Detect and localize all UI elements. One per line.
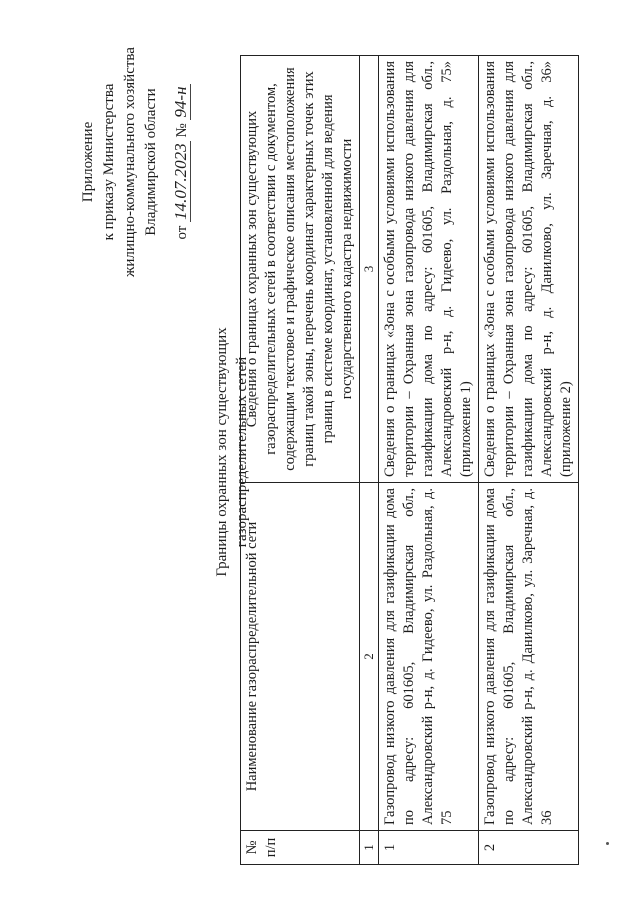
header-num: № п/п	[241, 831, 360, 865]
table-row	[479, 56, 579, 865]
handwritten-number: 94-н	[171, 86, 190, 118]
number-prefix: №	[174, 123, 190, 138]
column-number: 2	[360, 483, 379, 831]
header-name: Наименование газораспределительной сети	[241, 483, 360, 831]
title-line-1: Границы охранных зон существующих	[214, 327, 230, 577]
header-info: Сведения о границах охранных зон существующих газораспределительных сетей в соответствии с документом, содержащим текстовое и графическое описания местоположения границ такой зоны, перечень координат характерных точек этих границ в системе координат, установленной для ведения государственного кадастра недвижимости	[241, 56, 360, 483]
row-name: Газопровод низкого давления для газификации дома по адресу: 601605, Владимирская обл., Александровский р-н, д. Гидеево, ул. Раздольная, д. 75	[379, 483, 479, 831]
handwritten-date: 14.07.2023	[171, 143, 190, 220]
appendix-order-ref: к приказу Министерства	[101, 83, 117, 241]
scan-speck	[606, 842, 609, 845]
appendix-region: Владимирской области	[143, 88, 159, 236]
column-number: 1	[360, 831, 379, 865]
table-row	[379, 56, 479, 865]
row-num: 2	[479, 831, 579, 865]
column-number-row	[360, 56, 379, 865]
row-info: Сведения о границах «Зона с особыми условиями использования территории – Охранная зона газопровода низкого давления для газификации дома по адресу: 601605, Владимирская обл., Александровский р-н, д. Гидеево, ул. Раздольная, д. 75» (приложение 1)	[379, 56, 479, 483]
appendix-label: Приложение	[80, 121, 96, 203]
row-name: Газопровод низкого давления для газификации дома по адресу: 601605, Владимирская обл., Александровский р-н, д. Данилково, ул. Заречная, д. 36	[479, 483, 579, 831]
table-header-row	[241, 56, 360, 865]
date-prefix: от	[174, 225, 190, 240]
appendix-block	[78, 37, 193, 287]
row-info: Сведения о границах «Зона с особыми условиями использования территории – Охранная зона газопровода низкого давления для газификации дома по адресу: 601605, Владимирская обл., Александровский р-н, д. Данилково, ул. Заречная, д. 36» (приложение 2)	[479, 56, 579, 483]
appendix-ministry: жилищно-коммунального хозяйства	[122, 47, 138, 277]
appendix-date-line	[170, 37, 193, 287]
zones-table	[240, 55, 579, 865]
column-number: 3	[360, 56, 379, 483]
title-line-2: газораспределительных сетей	[234, 356, 250, 548]
row-num: 1	[379, 831, 479, 865]
